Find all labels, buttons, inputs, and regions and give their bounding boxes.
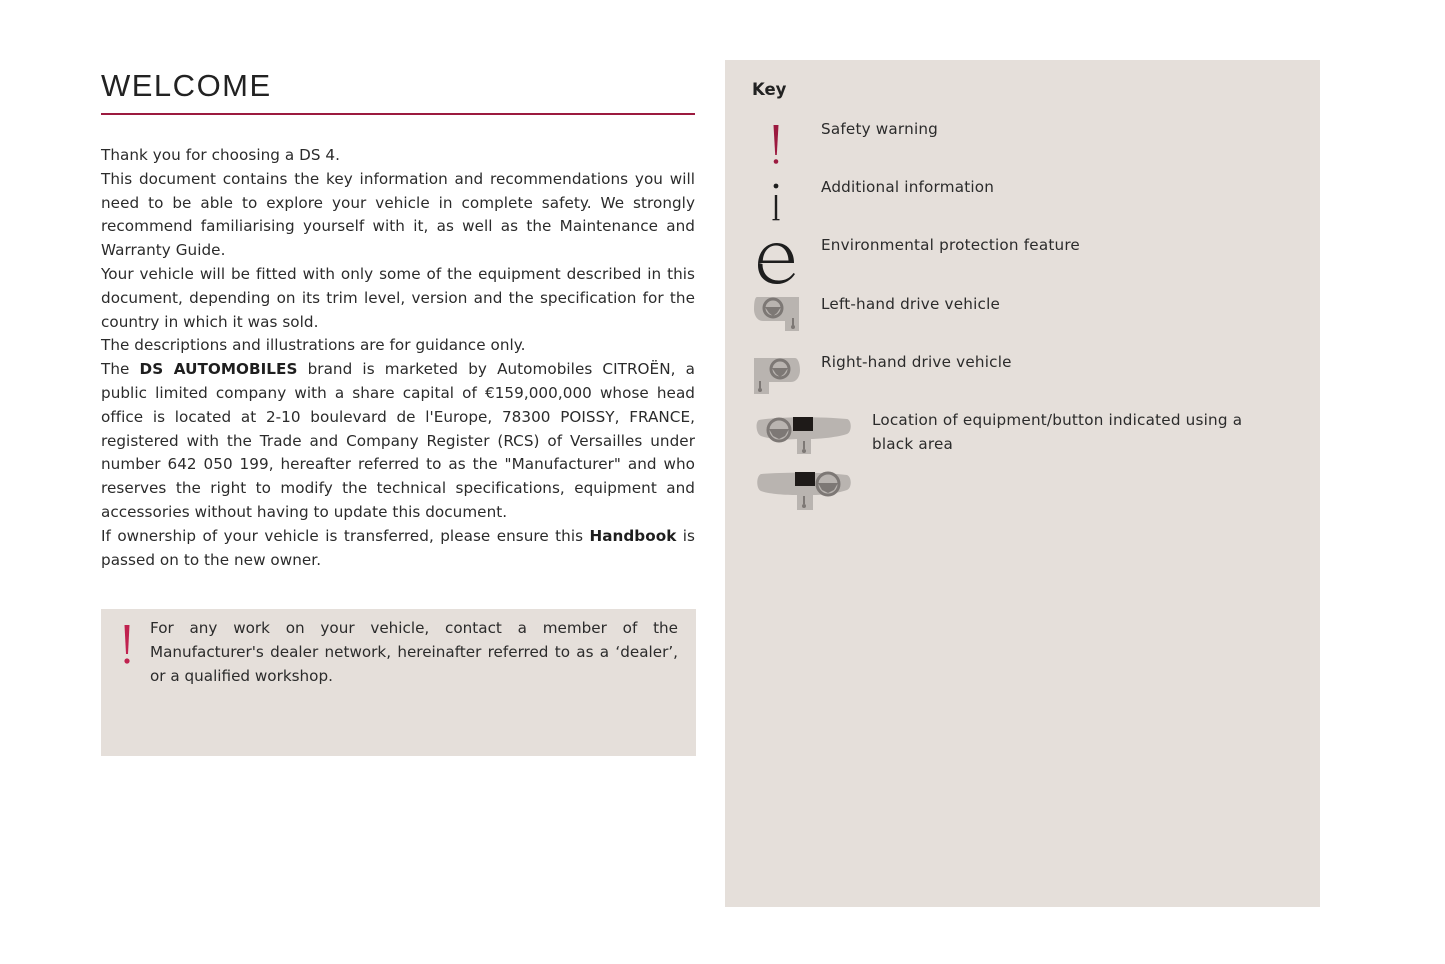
note-text: For any work on your vehicle, contact a member of the Manufacturer's dealer network, hereinafter referred to as a ‘dealer’, or a qualified workshop. <box>150 619 678 685</box>
key-label: Additional information <box>821 178 995 196</box>
dashboard-location-rhd-icon <box>755 470 853 514</box>
page-title: WELCOME <box>101 68 272 103</box>
intro-paragraph: Thank you for choosing a DS 4. <box>101 146 340 164</box>
text-span: If ownership of your vehicle is transferred, please ensure this <box>101 526 590 545</box>
key-label: Left-hand drive vehicle <box>821 295 1001 313</box>
welcome-section <box>101 66 695 572</box>
key-title: Key <box>752 80 787 99</box>
intro-paragraph <box>101 525 695 573</box>
handbook-term: Handbook <box>589 526 677 545</box>
left-hand-drive-icon <box>753 295 801 331</box>
environment-icon <box>755 236 799 286</box>
intro-paragraph: The descriptions and illustrations are for guidance only. <box>101 336 526 355</box>
intro-text <box>101 144 695 572</box>
text-span: brand is marketed by Automobiles CITROËN, a public limited company with a share capital of €159,000,000 whose head office is located at 2-10 boulevard de l'Europe, 78300 POISSY, FRANCE, registered with the Trade and Company Register (RCS) of Versailles under number 642 050 199, hereafter referred to as the "Manufacturer" and who reserves the right to modify the technical specifications, equipment and accessories without having to update this document. <box>101 360 695 521</box>
exclamation-icon <box>119 623 135 667</box>
right-hand-drive-icon <box>753 356 801 394</box>
dealer-note-box <box>101 609 696 756</box>
title-divider <box>101 113 695 115</box>
key-label: Location of equipment/button indicated using a black area <box>872 411 1243 453</box>
info-icon <box>769 182 783 222</box>
key-label: Safety warning <box>821 120 939 138</box>
text-span: The <box>101 360 140 379</box>
text-span: is passed on to the new owner. <box>101 526 695 569</box>
dashboard-location-lhd-icon <box>755 414 853 462</box>
intro-paragraph: Your vehicle will be fitted with only some of the equipment described in this document, depending on its trim level, version and the specification for the country in which it was sold. <box>101 264 695 331</box>
key-panel <box>725 60 1320 907</box>
brand-name: DS AUTOMOBILES <box>139 360 298 379</box>
intro-paragraph <box>101 358 695 525</box>
intro-paragraph: This document contains the key information and recommendations you will need to be able to explore your vehicle in complete safety. We strongly recommend familiarising yourself with it, as well as the Maintenance and Warranty Guide. <box>101 169 695 260</box>
key-label: Environmental protection feature <box>821 236 1080 254</box>
key-label: Right-hand drive vehicle <box>821 353 1012 371</box>
safety-warning-icon <box>770 124 782 166</box>
